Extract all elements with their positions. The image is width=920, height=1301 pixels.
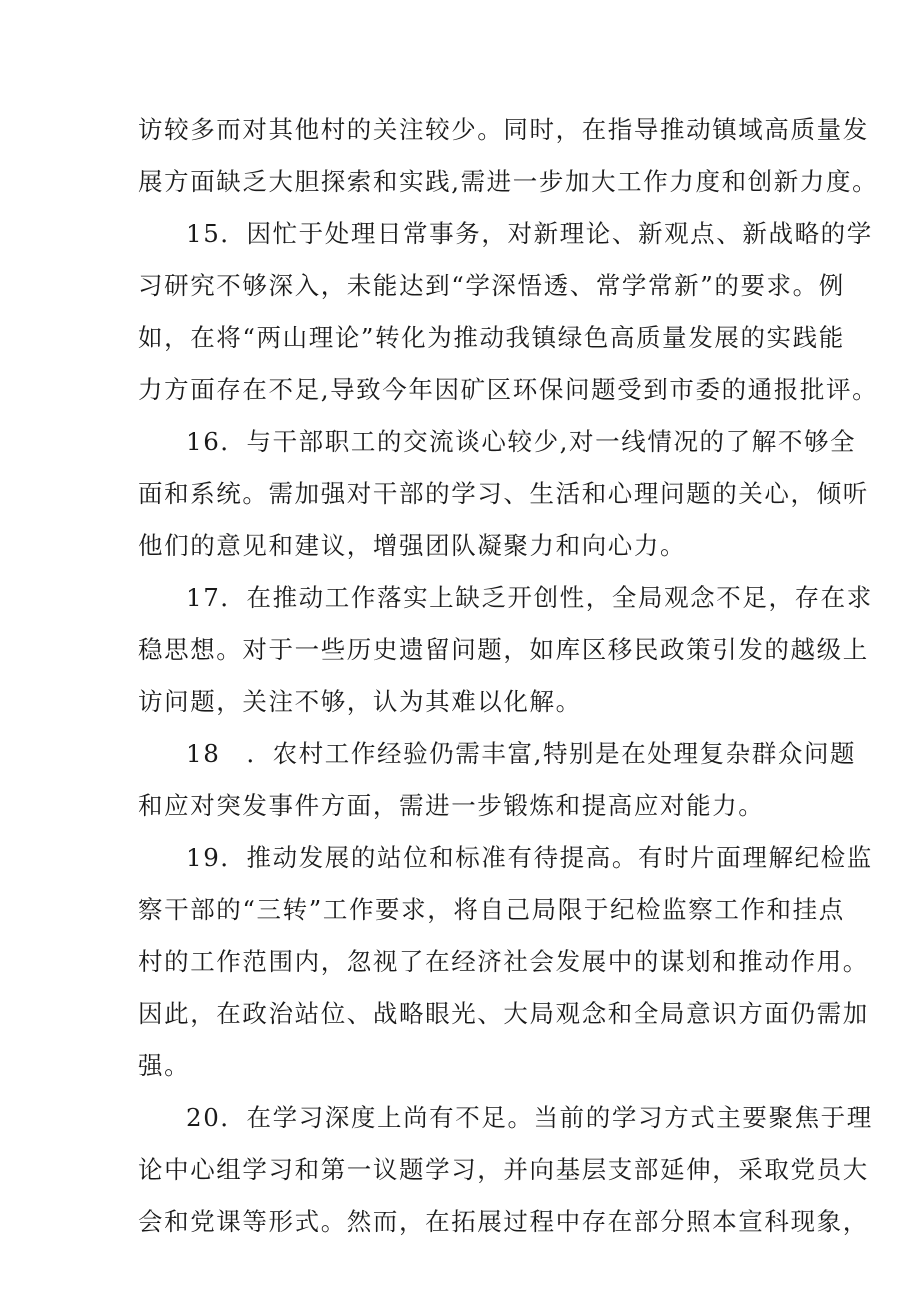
text-line: 展方面缺乏大胆探索和实践,需进一步加大工作力度和创新力度。 <box>138 167 879 196</box>
text-line: 访较多而对其他村的关注较少。同时，在指导推动镇域高质量发 <box>138 115 869 144</box>
text-line-item-17: 17．在推动工作落实上缺乏开创性，全局观念不足，存在求 <box>186 583 873 612</box>
text-line: 强。 <box>138 1051 191 1080</box>
text-line-item-16: 16．与干部职工的交流谈心较少,对一线情况的了解不够全 <box>186 427 857 456</box>
text-line-item-15: 15．因忙于处理日常事务，对新理论、新观点、新战略的学 <box>186 219 873 248</box>
body-text <box>138 104 879 1248</box>
text-line-item-19: 19．推动发展的站位和标准有待提高。有时片面理解纪检监 <box>186 843 873 872</box>
text-line: 村的工作范围内，忽视了在经济社会发展中的谋划和推动作用。 <box>138 947 869 976</box>
text-line: 力方面存在不足,导致今年因矿区环保问题受到市委的通报批评。 <box>138 375 879 404</box>
text-line: 稳思想。对于一些历史遗留问题，如库区移民政策引发的越级上 <box>138 635 869 664</box>
text-line: 他们的意见和建议，增强团队凝聚力和向心力。 <box>138 531 687 560</box>
text-line: 和应对突发事件方面，需进一步锻炼和提高应对能力。 <box>138 791 765 820</box>
text-line: 如，在将“两山理论”转化为推动我镇绿色高质量发展的实践能 <box>138 323 845 352</box>
text-line: 面和系统。需加强对干部的学习、生活和心理问题的关心，倾听 <box>138 479 869 508</box>
text-line: 论中心组学习和第一议题学习，并向基层支部延伸，采取党员大 <box>138 1155 869 1184</box>
text-line: 访问题，关注不够，认为其难以化解。 <box>138 687 582 716</box>
text-line: 会和党课等形式。然而，在拓展过程中存在部分照本宣科现象， <box>138 1207 869 1236</box>
text-line-item-20: 20．在学习深度上尚有不足。当前的学习方式主要聚焦于理 <box>186 1103 873 1132</box>
text-line: 因此，在政治站位、战略眼光、大局观念和全局意识方面仍需加 <box>138 999 869 1028</box>
text-line-item-18: 18 ．农村工作经验仍需丰富,特别是在处理复杂群众问题 <box>186 739 857 768</box>
text-line: 习研究不够深入，未能达到“学深悟透、常学常新”的要求。例 <box>138 271 845 300</box>
text-line: 察干部的“三转”工作要求，将自己局限于纪检监察工作和挂点 <box>138 895 845 924</box>
